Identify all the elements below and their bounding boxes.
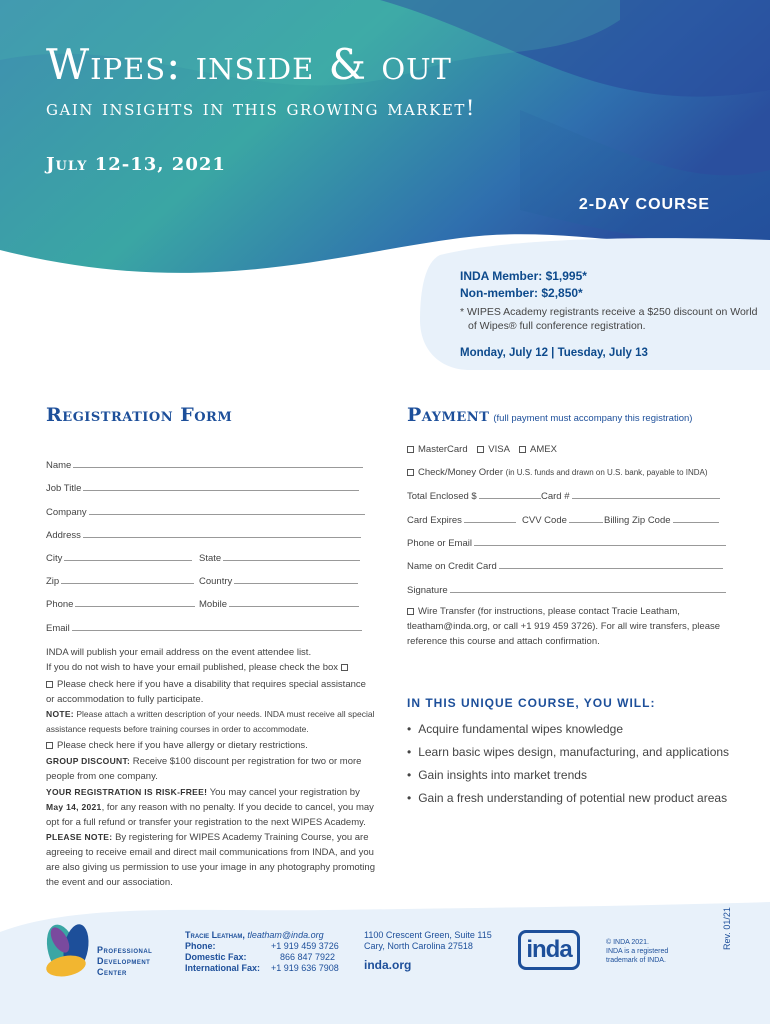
please-label: PLEASE NOTE: (46, 832, 113, 842)
check-label: Check/Money Order (418, 467, 504, 478)
unique-course-title: IN THIS UNIQUE COURSE, YOU WILL: (407, 696, 656, 710)
phone-label: Phone (46, 599, 74, 610)
zip-input-line[interactable] (61, 575, 194, 584)
risk-free-section (46, 785, 376, 830)
mastercard-checkbox[interactable] (407, 446, 414, 453)
phone-email-label: Phone or Email (407, 538, 472, 549)
company-field[interactable] (46, 506, 365, 518)
payment-note: (full payment must accompany this registration) (493, 413, 693, 424)
cvv-field[interactable] (522, 514, 603, 526)
please-note-section (46, 830, 376, 890)
contact-name: Tracie Leatham, (185, 930, 245, 940)
billing-zip-field[interactable] (604, 514, 719, 526)
signature-input-line[interactable] (450, 584, 726, 593)
mobile-input-line[interactable] (229, 598, 359, 607)
total-enclosed-field[interactable] (407, 490, 541, 502)
state-input-line[interactable] (223, 552, 360, 561)
riskfree-text-2: , for any reason with no penalty. If you decide to cancel, you may opt for a full refund or transfer your registration to the next WIPES Academy. (46, 802, 374, 828)
course-date: July 12-13, 2021 (46, 154, 226, 175)
card-number-field[interactable] (541, 490, 720, 502)
card-number-label: Card # (541, 491, 570, 502)
course-badge: 2-DAY COURSE (578, 196, 710, 213)
course-benefits-list (407, 722, 729, 814)
country-label: Country (199, 576, 233, 587)
riskfree-label: YOUR REGISTRATION IS RISK-FREE! (46, 787, 208, 797)
list-item: • Learn basic wipes design, manufacturing, and applications (407, 745, 729, 768)
publish-note (46, 645, 376, 675)
discount-note: * WIPES Academy registrants receive a $250 discount on World of Wipes® full conference registration. (460, 306, 758, 332)
zip-field[interactable] (46, 575, 194, 587)
city-input-line[interactable] (64, 552, 192, 561)
copyright: © INDA 2021. INDA is a registered trademark of INDA. (606, 939, 669, 964)
contact-info (185, 930, 339, 974)
name-label: Name (46, 460, 72, 471)
group-text: Receive $100 discount per registration for two or more people from one company. (46, 756, 362, 782)
pdc-name: Professional Development Center (97, 945, 153, 977)
cvv-label: CVV Code (522, 515, 567, 526)
domestic-fax-row: Domestic Fax: 866 847 7922 (185, 952, 335, 962)
billing-zip-input-line[interactable] (673, 514, 719, 523)
publish-note-line1: INDA will publish your email address on the event attendee list. (46, 647, 312, 658)
list-item: • Acquire fundamental wipes knowledge (407, 722, 729, 745)
country-field[interactable] (199, 575, 358, 587)
mobile-field[interactable] (199, 598, 359, 610)
mobile-label: Mobile (199, 599, 227, 610)
email-field[interactable] (46, 622, 362, 634)
revision-label: Rev. 01/21 (722, 907, 732, 950)
total-enclosed-label: Total Enclosed $ (407, 491, 477, 502)
group-discount (46, 754, 376, 784)
list-item: • Gain insights into market trends (407, 768, 729, 791)
intl-fax-row: International Fax: +1 919 636 7908 (185, 963, 339, 973)
wire-transfer-section (407, 604, 727, 649)
payment-title-text: Payment (407, 404, 490, 426)
state-field[interactable] (199, 552, 360, 564)
please-text: By registering for WIPES Academy Training Course, you are agreeing to receive email and direct mail communications from INDA, and you are also giving us permission to use your image in any photography promoting the event and our association. (46, 832, 375, 888)
page-title: Wipes: inside & out (46, 40, 452, 89)
check-note: (in U.S. funds and drawn on U.S. bank, payable to INDA) (505, 468, 708, 477)
signature-field[interactable] (407, 584, 726, 596)
cvv-input-line[interactable] (569, 514, 603, 523)
member-price: INDA Member: $1,995* (460, 269, 587, 283)
mastercard-label: MasterCard (418, 444, 468, 455)
email-input-line[interactable] (72, 622, 362, 631)
phone-field[interactable] (46, 598, 195, 610)
visa-checkbox[interactable] (477, 446, 484, 453)
inda-logo: inda (518, 930, 580, 970)
check-money-order (407, 467, 708, 478)
name-on-card-label: Name on Credit Card (407, 561, 497, 572)
publish-note-line2: If you do not wish to have your email published, please check the box (46, 660, 376, 675)
riskfree-text-1: You may cancel your registration by (209, 787, 360, 798)
note-section (46, 707, 376, 737)
job-title-label: Job Title (46, 483, 82, 494)
wire-transfer-text: Wire Transfer (for instructions, please contact Tracie Leatham, tleatham@inda.org, or call +1 919 459 3726). For all wire transfers, please reference this course and attach confirmation. (407, 606, 721, 647)
registration-title: Registration Form (46, 404, 233, 426)
group-label: GROUP DISCOUNT: (46, 756, 131, 766)
email-label: Email (46, 623, 70, 634)
payment-title (407, 404, 692, 426)
disability-checkbox[interactable] (46, 681, 53, 688)
nonmember-price: Non-member: $2,850* (460, 286, 583, 300)
allergy-text: Please check here if you have allergy or dietary restrictions. (57, 740, 308, 751)
total-enclosed-input-line[interactable] (479, 490, 541, 499)
list-item: • Gain a fresh understanding of potential new product areas (407, 791, 729, 814)
card-type-options (407, 444, 557, 455)
page-subtitle: gain insights in this growing market! (46, 96, 476, 120)
website-link[interactable]: inda.org (364, 958, 412, 972)
pricing-panel (460, 268, 760, 359)
check-money-order-checkbox[interactable] (407, 469, 414, 476)
city-field[interactable] (46, 552, 192, 564)
phone-email-field[interactable] (407, 537, 726, 549)
amex-label: AMEX (530, 444, 557, 455)
phone-input-line[interactable] (75, 598, 195, 607)
billing-zip-label: Billing Zip Code (604, 515, 671, 526)
note-label: NOTE: (46, 709, 74, 719)
address-input-line[interactable] (83, 529, 361, 538)
contact-email[interactable]: tleatham@inda.org (247, 930, 324, 940)
address: 1100 Crescent Green, Suite 115 Cary, North Carolina 27518 (364, 930, 492, 951)
publish-opt-out-checkbox[interactable] (341, 664, 348, 671)
name-on-card-input-line[interactable] (499, 560, 723, 569)
allergy-section (46, 738, 376, 753)
disability-section (46, 677, 376, 707)
company-input-line[interactable] (89, 506, 365, 515)
state-label: State (199, 553, 222, 564)
name-field[interactable] (46, 459, 363, 471)
disability-text: Please check here if you have a disability that requires special assistance or accommodation to fully participate. (46, 679, 366, 705)
phone-email-input-line[interactable] (474, 537, 726, 546)
contact-name-row (185, 930, 335, 941)
card-expires-label: Card Expires (407, 515, 462, 526)
company-label: Company (46, 507, 87, 518)
card-expires-field[interactable] (407, 514, 516, 526)
amex-checkbox[interactable] (519, 446, 526, 453)
zip-label: Zip (46, 576, 60, 587)
course-days: Monday, July 12 | Tuesday, July 13 (460, 347, 648, 359)
riskfree-date: May 14, 2021 (46, 802, 102, 812)
name-on-card-field[interactable] (407, 560, 723, 572)
signature-label: Signature (407, 585, 448, 596)
country-input-line[interactable] (234, 575, 358, 584)
name-input-line[interactable] (73, 459, 363, 468)
allergy-checkbox[interactable] (46, 742, 53, 749)
card-number-input-line[interactable] (572, 490, 720, 499)
note-text: Please attach a written description of your needs. INDA must receive all special assistance requests before training courses in order to accommodate. (46, 709, 375, 734)
job-title-input-line[interactable] (83, 482, 359, 491)
address-label: Address (46, 530, 81, 541)
city-label: City (46, 553, 63, 564)
disability-line (46, 677, 376, 707)
job-title-field[interactable] (46, 482, 359, 494)
wire-transfer-checkbox[interactable] (407, 608, 414, 615)
phone-row: Phone: +1 919 459 3726 (185, 941, 339, 951)
card-expires-input-line[interactable] (464, 514, 516, 523)
visa-label: VISA (488, 444, 510, 455)
address-field[interactable] (46, 529, 361, 541)
